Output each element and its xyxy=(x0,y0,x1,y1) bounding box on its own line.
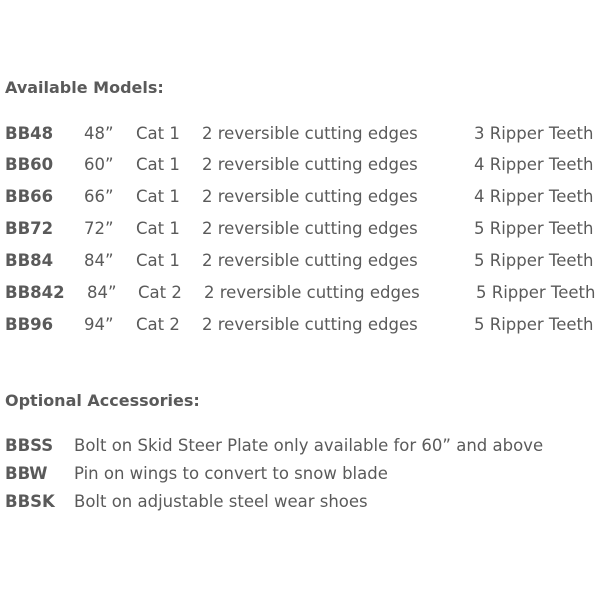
model-row xyxy=(0,283,600,307)
model-row xyxy=(0,187,600,211)
model-category: Cat 2 xyxy=(138,283,182,302)
model-size: 84” xyxy=(87,283,117,302)
model-teeth: 4 Ripper Teeth xyxy=(474,187,594,206)
model-edges: 2 reversible cutting edges xyxy=(202,315,418,334)
model-size: 94” xyxy=(84,315,114,334)
accessories-heading: Optional Accessories: xyxy=(5,391,200,410)
model-size: 72” xyxy=(84,219,114,238)
accessory-row xyxy=(0,464,600,488)
model-row xyxy=(0,315,600,339)
model-category: Cat 1 xyxy=(136,124,180,143)
model-row xyxy=(0,155,600,179)
models-heading: Available Models: xyxy=(5,78,164,97)
model-size: 84” xyxy=(84,251,114,270)
accessory-description: Bolt on adjustable steel wear shoes xyxy=(74,492,368,511)
model-row xyxy=(0,124,600,148)
model-code: BB72 xyxy=(5,219,54,238)
model-edges: 2 reversible cutting edges xyxy=(202,219,418,238)
accessory-code: BBSS xyxy=(5,436,54,455)
accessory-row xyxy=(0,492,600,516)
model-code: BB84 xyxy=(5,251,54,270)
model-size: 60” xyxy=(84,155,114,174)
accessory-row xyxy=(0,436,600,460)
model-teeth: 5 Ripper Teeth xyxy=(476,283,596,302)
model-edges: 2 reversible cutting edges xyxy=(202,155,418,174)
model-edges: 2 reversible cutting edges xyxy=(202,124,418,143)
model-size: 48” xyxy=(84,124,114,143)
model-category: Cat 1 xyxy=(136,155,180,174)
model-teeth: 5 Ripper Teeth xyxy=(474,251,594,270)
model-teeth: 5 Ripper Teeth xyxy=(474,219,594,238)
model-category: Cat 1 xyxy=(136,251,180,270)
model-code: BB60 xyxy=(5,155,54,174)
accessory-description: Pin on wings to convert to snow blade xyxy=(74,464,388,483)
model-edges: 2 reversible cutting edges xyxy=(202,187,418,206)
model-category: Cat 1 xyxy=(136,187,180,206)
model-code: BB96 xyxy=(5,315,54,334)
model-teeth: 4 Ripper Teeth xyxy=(474,155,594,174)
accessory-code: BBW xyxy=(5,464,48,483)
model-code: BB48 xyxy=(5,124,54,143)
model-category: Cat 1 xyxy=(136,219,180,238)
model-row xyxy=(0,219,600,243)
accessory-description: Bolt on Skid Steer Plate only available for 60” and above xyxy=(74,436,544,455)
model-edges: 2 reversible cutting edges xyxy=(202,251,418,270)
model-code: BB66 xyxy=(5,187,54,206)
model-row xyxy=(0,251,600,275)
model-teeth: 3 Ripper Teeth xyxy=(474,124,594,143)
model-category: Cat 2 xyxy=(136,315,180,334)
accessory-code: BBSK xyxy=(5,492,55,511)
model-code: BB842 xyxy=(5,283,65,302)
model-edges: 2 reversible cutting edges xyxy=(204,283,420,302)
model-size: 66” xyxy=(84,187,114,206)
model-teeth: 5 Ripper Teeth xyxy=(474,315,594,334)
